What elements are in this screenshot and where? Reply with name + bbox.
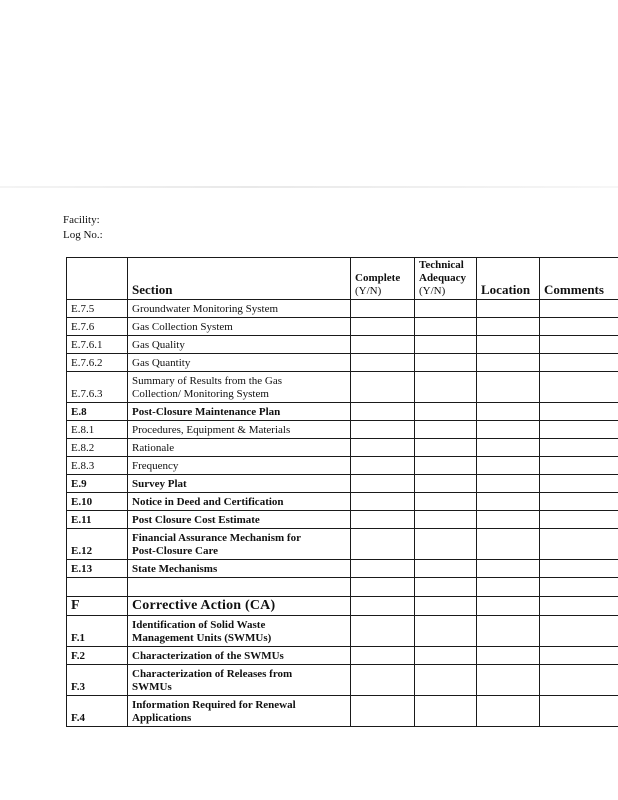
table-row xyxy=(67,318,618,336)
row-title: Notice in Deed and Certification xyxy=(128,493,351,511)
complete-cell[interactable] xyxy=(351,336,415,354)
location-cell[interactable] xyxy=(477,403,540,421)
row-title: State Mechanisms xyxy=(128,560,351,578)
technical-adequacy-cell[interactable] xyxy=(415,457,477,475)
technical-adequacy-cell[interactable] xyxy=(415,372,477,403)
row-number: E.8.1 xyxy=(67,421,128,439)
row-title-line-2: Applications xyxy=(132,712,192,724)
comments-cell[interactable] xyxy=(540,354,618,372)
technical-adequacy-cell[interactable] xyxy=(415,403,477,421)
row-title: Characterization of the SWMUs xyxy=(128,647,351,665)
row-title xyxy=(128,696,351,727)
technical-adequacy-cell[interactable] xyxy=(415,318,477,336)
location-cell[interactable] xyxy=(477,336,540,354)
row-title-line-2: Collection/ Monitoring System xyxy=(132,388,269,400)
comments-cell[interactable] xyxy=(540,300,618,318)
complete-cell[interactable] xyxy=(351,403,415,421)
location-cell[interactable] xyxy=(477,529,540,560)
row-number: E.8 xyxy=(67,403,128,421)
complete-cell[interactable] xyxy=(351,475,415,493)
table-row xyxy=(67,403,618,421)
complete-cell[interactable] xyxy=(351,457,415,475)
row-number: E.7.5 xyxy=(67,300,128,318)
location-cell[interactable] xyxy=(477,300,540,318)
location-cell[interactable] xyxy=(477,647,540,665)
comments-cell[interactable] xyxy=(540,529,618,560)
technical-adequacy-cell[interactable] xyxy=(415,421,477,439)
row-number: E.9 xyxy=(67,475,128,493)
row-title-line-1: Identification of Solid Waste xyxy=(132,619,266,631)
header-number-cell xyxy=(67,258,128,300)
document-header xyxy=(63,213,103,243)
table-row xyxy=(67,300,618,318)
header-complete-label: Complete xyxy=(355,272,401,284)
comments-cell[interactable] xyxy=(540,439,618,457)
row-title xyxy=(128,616,351,647)
checklist-table xyxy=(66,257,618,727)
complete-cell[interactable] xyxy=(351,647,415,665)
header-complete-yn: (Y/N) xyxy=(355,285,382,297)
row-title: Frequency xyxy=(128,457,351,475)
header-adequacy-label: Adequacy xyxy=(419,272,467,284)
technical-adequacy-cell[interactable] xyxy=(415,336,477,354)
section-title: Corrective Action (CA) xyxy=(128,597,351,616)
row-number: F.4 xyxy=(67,696,128,727)
table-row xyxy=(67,616,618,647)
table-row xyxy=(67,647,618,665)
table-row xyxy=(67,372,618,403)
row-title-line-2: SWMUs xyxy=(132,681,172,693)
location-cell[interactable] xyxy=(477,665,540,696)
complete-cell[interactable] xyxy=(351,511,415,529)
location-cell[interactable] xyxy=(477,457,540,475)
complete-cell[interactable] xyxy=(351,696,415,727)
row-title xyxy=(128,665,351,696)
table-header-row xyxy=(67,258,618,300)
complete-cell[interactable] xyxy=(351,372,415,403)
row-title: Survey Plat xyxy=(128,475,351,493)
comments-cell[interactable] xyxy=(540,403,618,421)
location-cell[interactable] xyxy=(477,511,540,529)
complete-cell[interactable] xyxy=(351,354,415,372)
technical-adequacy-cell[interactable] xyxy=(415,300,477,318)
complete-cell[interactable] xyxy=(351,300,415,318)
blank-cell xyxy=(128,578,351,597)
comments-cell[interactable] xyxy=(540,597,618,616)
table-row xyxy=(67,354,618,372)
row-title: Procedures, Equipment & Materials xyxy=(128,421,351,439)
complete-cell[interactable] xyxy=(351,597,415,616)
row-number: F.2 xyxy=(67,647,128,665)
technical-adequacy-cell[interactable] xyxy=(415,560,477,578)
location-cell[interactable] xyxy=(477,354,540,372)
row-number: E.8.2 xyxy=(67,439,128,457)
table-row xyxy=(67,696,618,727)
comments-cell[interactable] xyxy=(540,475,618,493)
row-number: E.7.6.1 xyxy=(67,336,128,354)
technical-adequacy-cell[interactable] xyxy=(415,665,477,696)
blank-cell xyxy=(477,578,540,597)
row-title: Groundwater Monitoring System xyxy=(128,300,351,318)
comments-cell[interactable] xyxy=(540,665,618,696)
table-row xyxy=(67,475,618,493)
row-title: Gas Quality xyxy=(128,336,351,354)
table-section-row xyxy=(67,597,618,616)
technical-adequacy-cell[interactable] xyxy=(415,475,477,493)
complete-cell[interactable] xyxy=(351,616,415,647)
complete-cell[interactable] xyxy=(351,421,415,439)
header-technical-label: Technical xyxy=(419,259,464,271)
location-cell[interactable] xyxy=(477,439,540,457)
header-comments: Comments xyxy=(540,258,618,300)
header-location: Location xyxy=(477,258,540,300)
comments-cell[interactable] xyxy=(540,647,618,665)
location-cell[interactable] xyxy=(477,318,540,336)
row-title: Post Closure Cost Estimate xyxy=(128,511,351,529)
log-number-label: Log No.: xyxy=(63,229,103,241)
comments-cell[interactable] xyxy=(540,696,618,727)
location-cell[interactable] xyxy=(477,560,540,578)
comments-cell[interactable] xyxy=(540,560,618,578)
technical-adequacy-cell[interactable] xyxy=(415,647,477,665)
row-number: E.7.6.3 xyxy=(67,372,128,403)
row-title: Post-Closure Maintenance Plan xyxy=(128,403,351,421)
comments-cell[interactable] xyxy=(540,511,618,529)
row-number: F.3 xyxy=(67,665,128,696)
complete-cell[interactable] xyxy=(351,493,415,511)
table-row xyxy=(67,529,618,560)
technical-adequacy-cell[interactable] xyxy=(415,616,477,647)
location-cell[interactable] xyxy=(477,493,540,511)
location-cell[interactable] xyxy=(477,597,540,616)
technical-adequacy-cell[interactable] xyxy=(415,696,477,727)
complete-cell[interactable] xyxy=(351,560,415,578)
table-row xyxy=(67,421,618,439)
row-title-line-1: Information Required for Renewal xyxy=(132,699,296,711)
row-title-line-2: Management Units (SWMUs) xyxy=(132,632,272,644)
comments-cell[interactable] xyxy=(540,421,618,439)
technical-adequacy-cell[interactable] xyxy=(415,597,477,616)
technical-adequacy-cell[interactable] xyxy=(415,439,477,457)
header-complete xyxy=(351,258,415,300)
table-row xyxy=(67,511,618,529)
location-cell[interactable] xyxy=(477,372,540,403)
comments-cell[interactable] xyxy=(540,336,618,354)
blank-cell xyxy=(415,578,477,597)
row-number: E.13 xyxy=(67,560,128,578)
complete-cell[interactable] xyxy=(351,439,415,457)
table-spacer-row xyxy=(67,578,618,597)
technical-adequacy-cell[interactable] xyxy=(415,354,477,372)
header-section: Section xyxy=(128,258,351,300)
blank-cell xyxy=(351,578,415,597)
row-number: E.10 xyxy=(67,493,128,511)
row-title-line-1: Summary of Results from the Gas xyxy=(132,375,283,387)
table-row xyxy=(67,336,618,354)
section-number: F xyxy=(67,597,128,616)
row-title-line-2: Post-Closure Care xyxy=(132,545,219,557)
blank-cell xyxy=(67,578,128,597)
comments-cell[interactable] xyxy=(540,493,618,511)
comments-cell[interactable] xyxy=(540,616,618,647)
location-cell[interactable] xyxy=(477,696,540,727)
row-title: Gas Quantity xyxy=(128,354,351,372)
location-cell[interactable] xyxy=(477,616,540,647)
table-row xyxy=(67,560,618,578)
location-cell[interactable] xyxy=(477,421,540,439)
complete-cell[interactable] xyxy=(351,318,415,336)
table-row xyxy=(67,665,618,696)
row-title-line-1: Financial Assurance Mechanism for xyxy=(132,532,301,544)
comments-cell[interactable] xyxy=(540,318,618,336)
table-row xyxy=(67,439,618,457)
row-title: Gas Collection System xyxy=(128,318,351,336)
row-title xyxy=(128,372,351,403)
technical-adequacy-cell[interactable] xyxy=(415,493,477,511)
location-cell[interactable] xyxy=(477,475,540,493)
table-row xyxy=(67,493,618,511)
comments-cell[interactable] xyxy=(540,457,618,475)
technical-adequacy-cell[interactable] xyxy=(415,529,477,560)
row-title xyxy=(128,529,351,560)
row-number: F.1 xyxy=(67,616,128,647)
scan-artifact-band xyxy=(0,186,618,188)
complete-cell[interactable] xyxy=(351,529,415,560)
header-technical-yn: (Y/N) xyxy=(419,285,446,297)
row-number: E.8.3 xyxy=(67,457,128,475)
complete-cell[interactable] xyxy=(351,665,415,696)
row-number: E.7.6.2 xyxy=(67,354,128,372)
row-title-line-1: Characterization of Releases from xyxy=(132,668,293,680)
row-number: E.11 xyxy=(67,511,128,529)
table-row xyxy=(67,457,618,475)
row-title: Rationale xyxy=(128,439,351,457)
comments-cell[interactable] xyxy=(540,372,618,403)
row-number: E.7.6 xyxy=(67,318,128,336)
blank-cell xyxy=(540,578,618,597)
facility-label: Facility: xyxy=(63,214,100,226)
technical-adequacy-cell[interactable] xyxy=(415,511,477,529)
row-number: E.12 xyxy=(67,529,128,560)
header-technical-adequacy xyxy=(415,258,477,300)
